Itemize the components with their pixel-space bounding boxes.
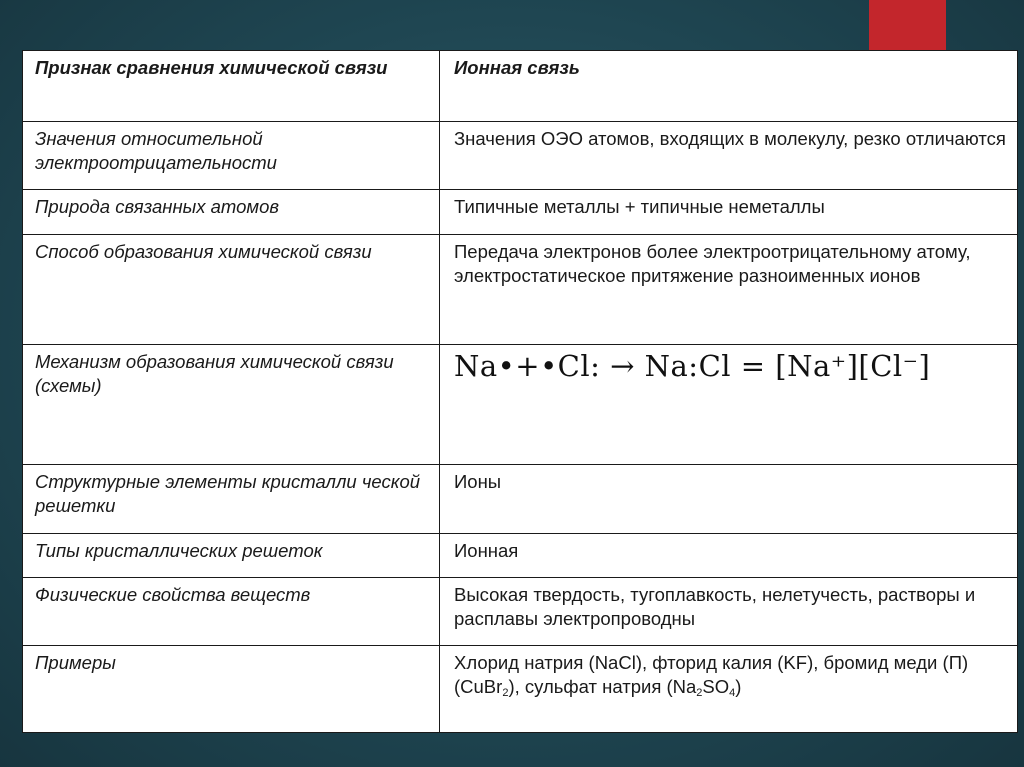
subscript: 2 xyxy=(696,687,703,699)
row-value: Ионная xyxy=(440,534,1018,578)
table-row xyxy=(23,465,1018,534)
row-value xyxy=(440,345,1018,465)
reaction-scheme: Na•+•Cl: → Na:Cl = [Na⁺][Cl⁻] xyxy=(454,349,931,383)
row-criterion: Типы кристаллических решеток xyxy=(23,534,440,578)
row-criterion: Примеры xyxy=(23,646,440,733)
row-value xyxy=(440,646,1018,733)
red-accent-bar xyxy=(869,0,946,50)
row-criterion: Значения относительной электроотрицательности xyxy=(23,122,440,190)
table-header-row xyxy=(23,51,1018,122)
row-criterion: Механизм образования химической связи (схемы) xyxy=(23,345,440,465)
row-value: Передача электронов более электроотрицательному атому, электростатическое притяжение разноименных ионов xyxy=(440,235,1018,345)
table-row xyxy=(23,190,1018,235)
row-criterion: Способ образования химической связи xyxy=(23,235,440,345)
examples-text-b: ), сульфат натрия (Na xyxy=(508,676,697,697)
table-row xyxy=(23,345,1018,465)
row-value: Значения ОЭО атомов, входящих в молекулу, резко отличаются xyxy=(440,122,1018,190)
examples-text-a: Хлорид натрия (NaCl), фторид калия (KF), бромид меди (П) (CuBr xyxy=(454,652,969,697)
row-criterion: Физические свойства веществ xyxy=(23,578,440,646)
row-value: Высокая твердость, тугоплавкость, нелетучесть, растворы и расплавы электропроводны xyxy=(440,578,1018,646)
examples-text-d: ) xyxy=(735,676,742,697)
row-value: Типичные металлы + типичные неметаллы xyxy=(440,190,1018,235)
table-row xyxy=(23,646,1018,733)
subscript: 4 xyxy=(729,687,736,699)
header-criterion: Признак сравнения химической связи xyxy=(23,51,440,122)
row-criterion: Природа связанных атомов xyxy=(23,190,440,235)
row-value: Ионы xyxy=(440,465,1018,534)
ionic-bond-table xyxy=(22,50,1018,733)
header-bond-type: Ионная связь xyxy=(440,51,1018,122)
table-row xyxy=(23,534,1018,578)
table-row xyxy=(23,235,1018,345)
table-row xyxy=(23,578,1018,646)
comparison-sheet xyxy=(22,50,1018,732)
subscript: 2 xyxy=(502,687,509,699)
table-row xyxy=(23,122,1018,190)
row-criterion: Структурные элементы кристалли ческой решетки xyxy=(23,465,440,534)
examples-text-c: SO xyxy=(702,676,730,697)
